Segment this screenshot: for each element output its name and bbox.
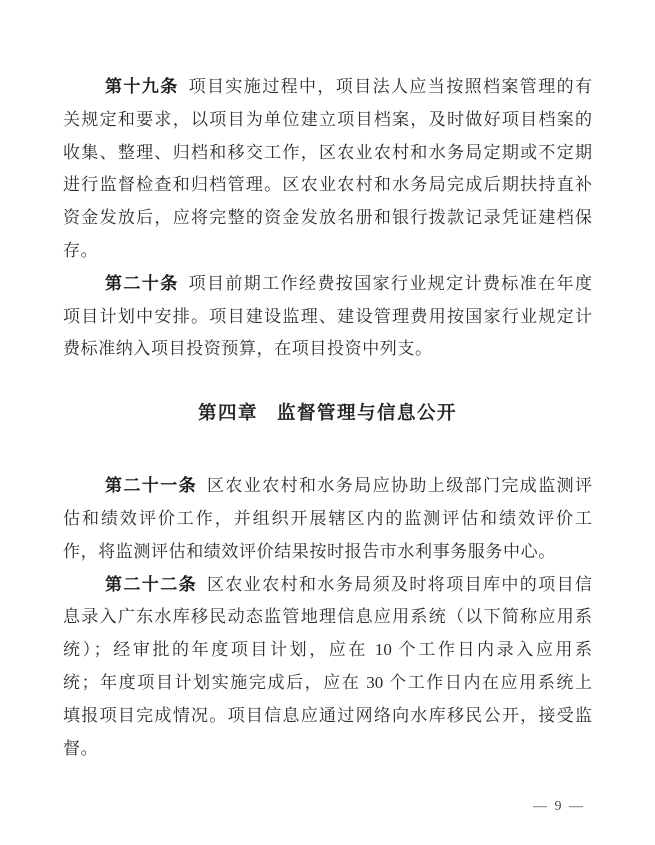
line-text: 区农业农村和水务局须及时将项目库中的项目信 <box>207 574 592 594</box>
article-22-paragraph <box>63 569 592 766</box>
article-number-term: 第二十条 <box>105 273 179 293</box>
article-20-paragraph <box>63 268 592 366</box>
text-line <box>63 71 592 104</box>
text-line <box>63 569 592 602</box>
chapter-number: 第四章 <box>197 402 258 424</box>
text-line: 作，将监测评估和绩效评价结果按时报告市水利事务服务中心。 <box>63 541 556 561</box>
text-line: 统；年度项目计划实施完成后，应在 30 个工作日内在应用系统上 <box>63 672 592 692</box>
text-line <box>63 470 592 503</box>
text-line: 填报项目完成情况。项目信息应通过网络向水库移民公开，接受监 <box>63 705 592 725</box>
article-number-term: 第十九条 <box>105 77 179 96</box>
chapter-title: 监督管理与信息公开 <box>277 402 458 424</box>
article-19-paragraph <box>63 71 592 268</box>
text-line: 收集、整理、归档和移交工作，区农业农村和水务局定期或不定期 <box>63 142 592 162</box>
chapter-heading <box>63 402 592 424</box>
text-line: 息录入广东水库移民动态监管地理信息应用系统（以下简称应用系 <box>63 607 592 627</box>
text-line <box>63 268 592 301</box>
line-text: 项目实施过程中，项目法人应当按照档案管理的有 <box>188 77 592 96</box>
text-line: 项目计划中安排。项目建设监理、建设管理费用按国家行业规定计 <box>63 306 592 326</box>
article-number-term: 第二十二条 <box>105 574 197 594</box>
line-text: 区农业农村和水务局应协助上级部门完成监测评 <box>207 476 592 496</box>
document-body <box>63 71 592 765</box>
article-number-term: 第二十一条 <box>105 476 197 496</box>
page-number: — 9 — <box>533 799 585 814</box>
text-line: 估和绩效评价工作，并组织开展辖区内的监测评估和绩效评价工 <box>63 508 592 528</box>
text-line: 督。 <box>63 738 99 758</box>
text-line: 关规定和要求，以项目为单位建立项目档案，及时做好项目档案的 <box>63 109 592 129</box>
line-text: 项目前期工作经费按国家行业规定计费标准在年度 <box>188 273 592 293</box>
text-line: 存。 <box>63 240 99 260</box>
text-line: 进行监督检查和归档管理。区农业农村和水务局完成后期扶持直补 <box>63 175 592 195</box>
article-21-paragraph <box>63 470 592 568</box>
text-line: 资金发放后，应将完整的资金发放名册和银行拨款记录凭证建档保 <box>63 208 592 228</box>
text-line: 费标准纳入项目投资预算，在项目投资中列支。 <box>63 339 433 359</box>
text-line: 统）；经审批的年度项目计划，应在 10 个工作日内录入应用系 <box>63 640 592 660</box>
